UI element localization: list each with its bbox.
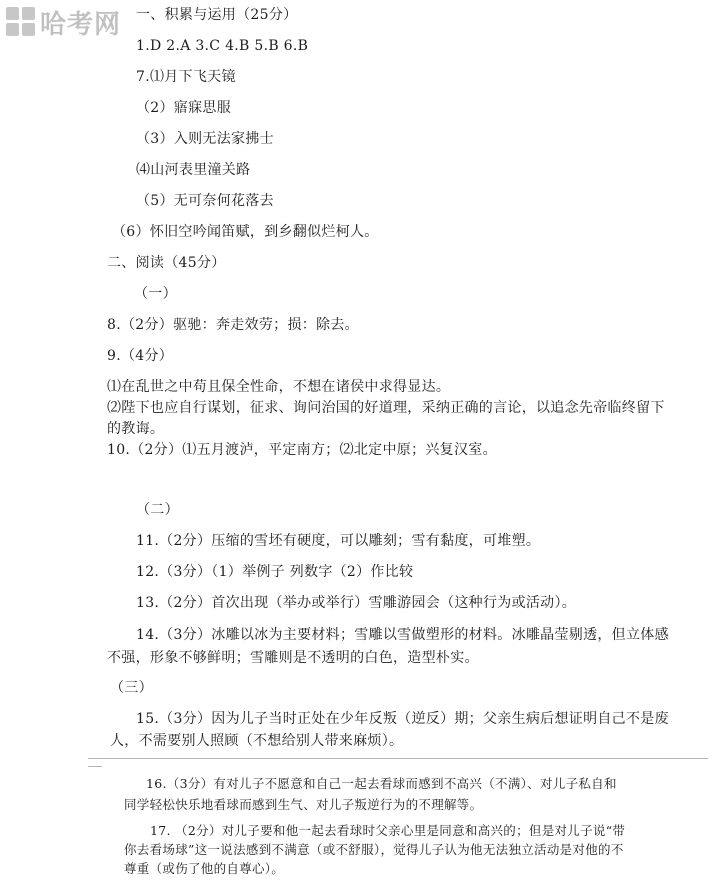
answer-q17: 17. （2分）对儿子要和他一起去看球时父亲心里是同意和高兴的；但是对儿子说“带 [150,823,626,838]
answer-q16-cont: 同学轻松快乐地看球而感到生气、对儿子叛逆行为的不理解等。 [124,797,483,812]
answer-q9-2: ⑵陛下也应自行谋划，征求、询问治国的好道理，采纳正确的言论，以追念先帝临终留下 [107,400,665,416]
answer-q1-6: 1.D 2.A 3.C 4.B 5.B 6.B [136,38,309,54]
watermark-text: 哈考网 [40,9,122,40]
subsection-2-heading: （二） [136,502,179,518]
section-2-heading: 二、阅读（45分） [107,255,226,271]
answer-q9: 9.（4分） [107,348,174,364]
page-divider [88,758,708,759]
answer-q12: 12.（3分）（1）举例子 列数字（2）作比较 [136,564,414,580]
answer-q7-3: （3）入则无法家拂士 [136,131,274,147]
divider-left-mark [88,766,102,767]
answer-q17-cont-2: 尊重（或伤了他的自尊心）。 [124,861,285,876]
answer-q8: 8.（2分）驱驰：奔走效劳；损：除去。 [107,317,359,333]
answer-q7-6: （6）怀旧空吟闻笛赋，到乡翻似烂柯人。 [112,224,379,240]
answer-q9-1: ⑴在乱世之中苟且保全性命，不想在诸侯中求得显达。 [107,379,451,395]
section-1-heading: 一、积累与运用（25分） [136,7,298,23]
answer-q15-cont: 人，不需要别人照顾（不想给别人带来麻烦）。 [110,733,404,749]
answer-q16: 16.（3分）有对儿子不愿意和自己一起去看球而感到不高兴（不满）、对儿子私自和 [146,776,617,791]
subsection-1-heading: （一） [134,286,177,302]
answer-q10: 10.（2分）⑴五月渡泸，平定南方；⑵北定中原；兴复汉室。 [107,442,497,458]
answer-q17-cont: 你去看场球”这一说法感到不满意（或不舒服），觉得儿子认为他无法独立活动是对他的不 [124,842,624,857]
answer-q9-2-cont: 的教诲。 [107,421,165,437]
answer-q14: 14.（3分）冰雕以冰为主要材料；雪雕以雪做塑形的材料。冰雕晶莹剔透，但立体感 [136,627,669,643]
answer-q11: 11.（2分）压缩的雪坯有硬度，可以雕刻；雪有黏度，可堆塑。 [136,533,541,549]
answer-q7-5: （5）无可奈何花落去 [136,193,274,209]
answer-q7-4: ⑷山河表里潼关路 [136,162,251,178]
answer-q7-2: （2）寤寐思服 [136,100,232,116]
answer-q13: 13.（2分）首次出现（举办或举行）雪雕游园会（这种行为或活动）。 [136,595,577,611]
answer-q14-cont: 不强，形象不够鲜明；雪雕则是不透明的白色，造型朴实。 [107,650,479,666]
answer-q7-1: 7.⑴月下飞天镜 [136,69,236,85]
grid-logo-icon [6,7,36,37]
subsection-3-heading: （三） [110,680,153,696]
answer-q15: 15.（3分）因为儿子当时正处在少年反叛（逆反）期；父亲生病后想证明自己不是废 [136,711,669,727]
watermark-logo [6,2,152,42]
